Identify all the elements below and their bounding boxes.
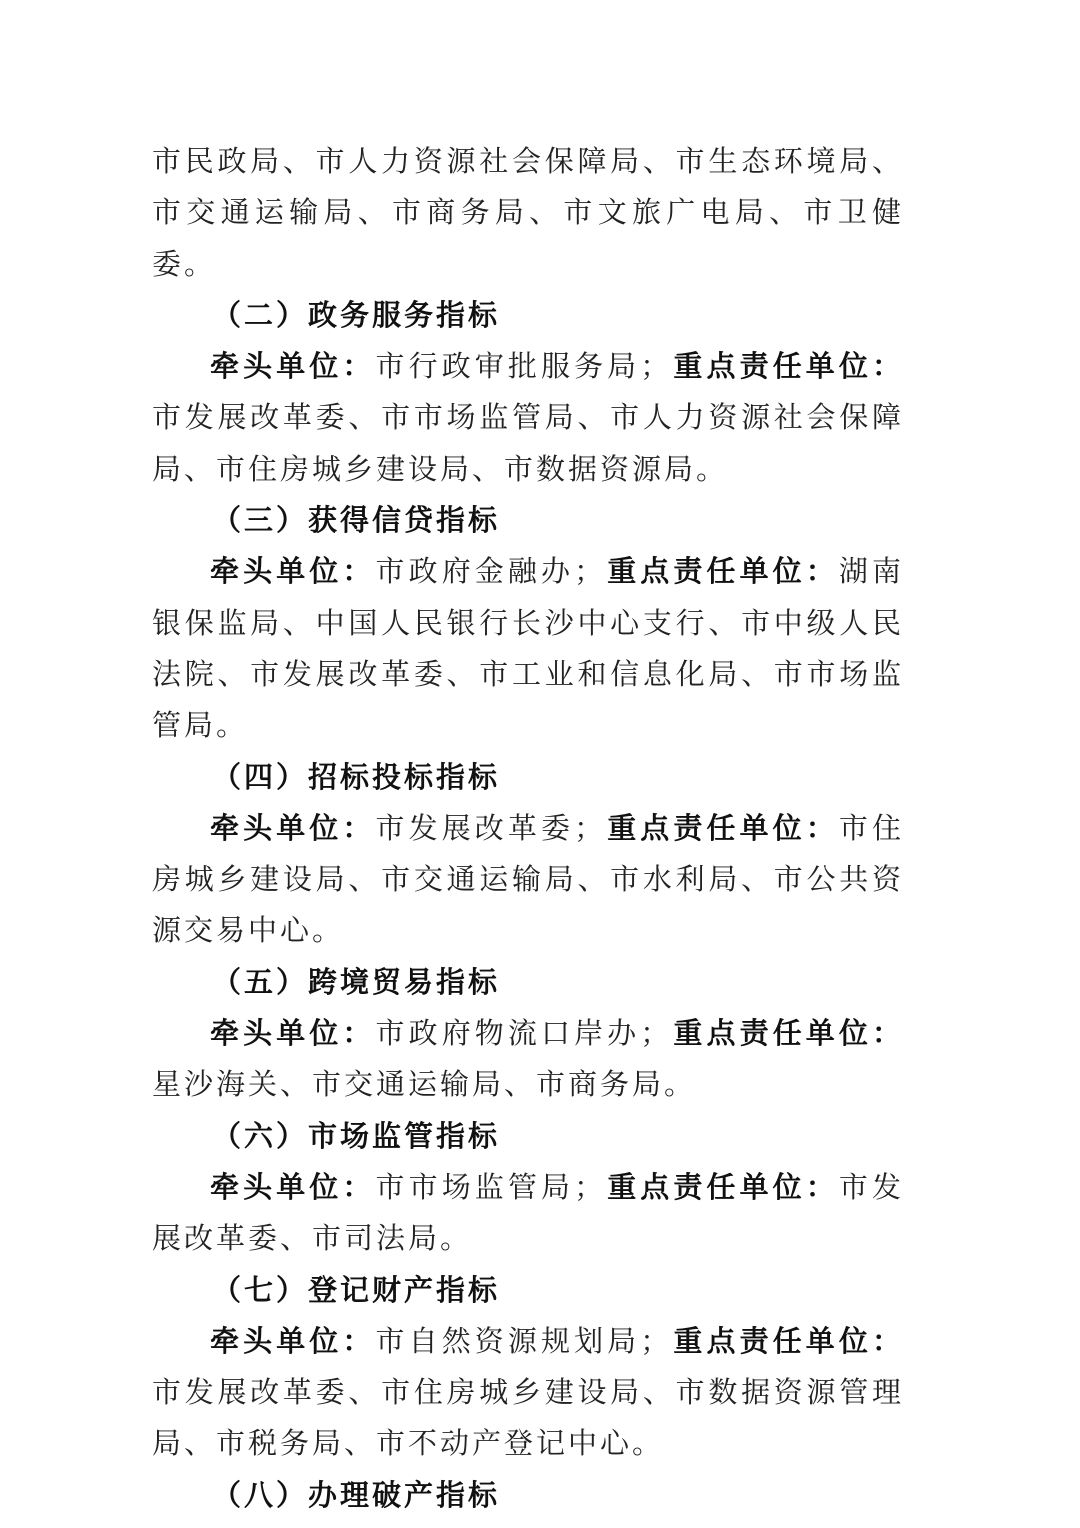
- lead-unit-value: 市发展改革委；: [375, 810, 607, 845]
- responsible-unit-label: 重点责任单位：: [672, 349, 904, 384]
- document-body: [152, 136, 904, 1521]
- section-paragraph-4: [152, 803, 904, 957]
- lead-unit-label: 牵头单位：: [210, 1323, 376, 1358]
- intro-paragraph: 市民政局、市人力资源社会保障局、市生态环境局、市交通运输局、市商务局、市文旅广电局、市卫健委。: [152, 144, 904, 281]
- section-paragraph-7: [152, 1316, 904, 1470]
- section-paragraph-5: [152, 1008, 904, 1111]
- section-paragraph-6: [152, 1162, 904, 1265]
- lead-unit-label: 牵头单位：: [210, 1016, 376, 1051]
- responsible-unit-value: 湖南银保监局、中国人民银行长沙中心支行、市中级人民法院、市发展改革委、市工业和信息化局、市市场监管局。: [152, 554, 904, 743]
- section-heading-7: （七）登记财产指标: [212, 1272, 501, 1307]
- section-heading-5: （五）跨境贸易指标: [212, 964, 501, 999]
- responsible-unit-value: 市发展改革委、市市场监管局、市人力资源社会保障局、市住房城乡建设局、市数据资源局。: [152, 400, 904, 486]
- lead-unit-value: 市政府物流口岸办；: [375, 1016, 673, 1051]
- responsible-unit-value: 市住房城乡建设局、市交通运输局、市水利局、市公共资源交易中心。: [152, 810, 904, 948]
- lead-unit-value: 市行政审批服务局；: [375, 349, 673, 384]
- lead-unit-value: 市自然资源规划局；: [375, 1323, 673, 1358]
- section-paragraph-2: [152, 341, 904, 495]
- section-heading-2: （二）政务服务指标: [212, 297, 501, 332]
- section-paragraph-3: [152, 546, 904, 751]
- section-heading-8: （八）办理破产指标: [212, 1477, 501, 1512]
- lead-unit-value: 市市场监管局；: [375, 1169, 607, 1204]
- lead-unit-value: 市政府金融办；: [375, 554, 607, 589]
- responsible-unit-label: 重点责任单位：: [606, 810, 839, 845]
- lead-unit-label: 牵头单位：: [210, 554, 376, 589]
- responsible-unit-label: 重点责任单位：: [606, 1169, 839, 1204]
- lead-unit-label: 牵头单位：: [210, 1169, 376, 1204]
- responsible-unit-value: 市发展改革委、市住房城乡建设局、市数据资源管理局、市税务局、市不动产登记中心。: [152, 1375, 904, 1461]
- responsible-unit-label: 重点责任单位：: [606, 554, 839, 589]
- responsible-unit-value: 市发展改革委、市司法局。: [152, 1169, 904, 1256]
- section-heading-4: （四）招标投标指标: [212, 759, 501, 794]
- responsible-unit-label: 重点责任单位：: [672, 1016, 904, 1051]
- section-heading-6: （六）市场监管指标: [212, 1118, 501, 1153]
- lead-unit-label: 牵头单位：: [210, 349, 376, 384]
- responsible-unit-label: 重点责任单位：: [672, 1323, 904, 1358]
- responsible-unit-value: 星沙海关、市交通运输局、市商务局。: [152, 1067, 697, 1102]
- lead-unit-label: 牵头单位：: [210, 810, 376, 845]
- section-heading-3: （三）获得信贷指标: [212, 503, 501, 538]
